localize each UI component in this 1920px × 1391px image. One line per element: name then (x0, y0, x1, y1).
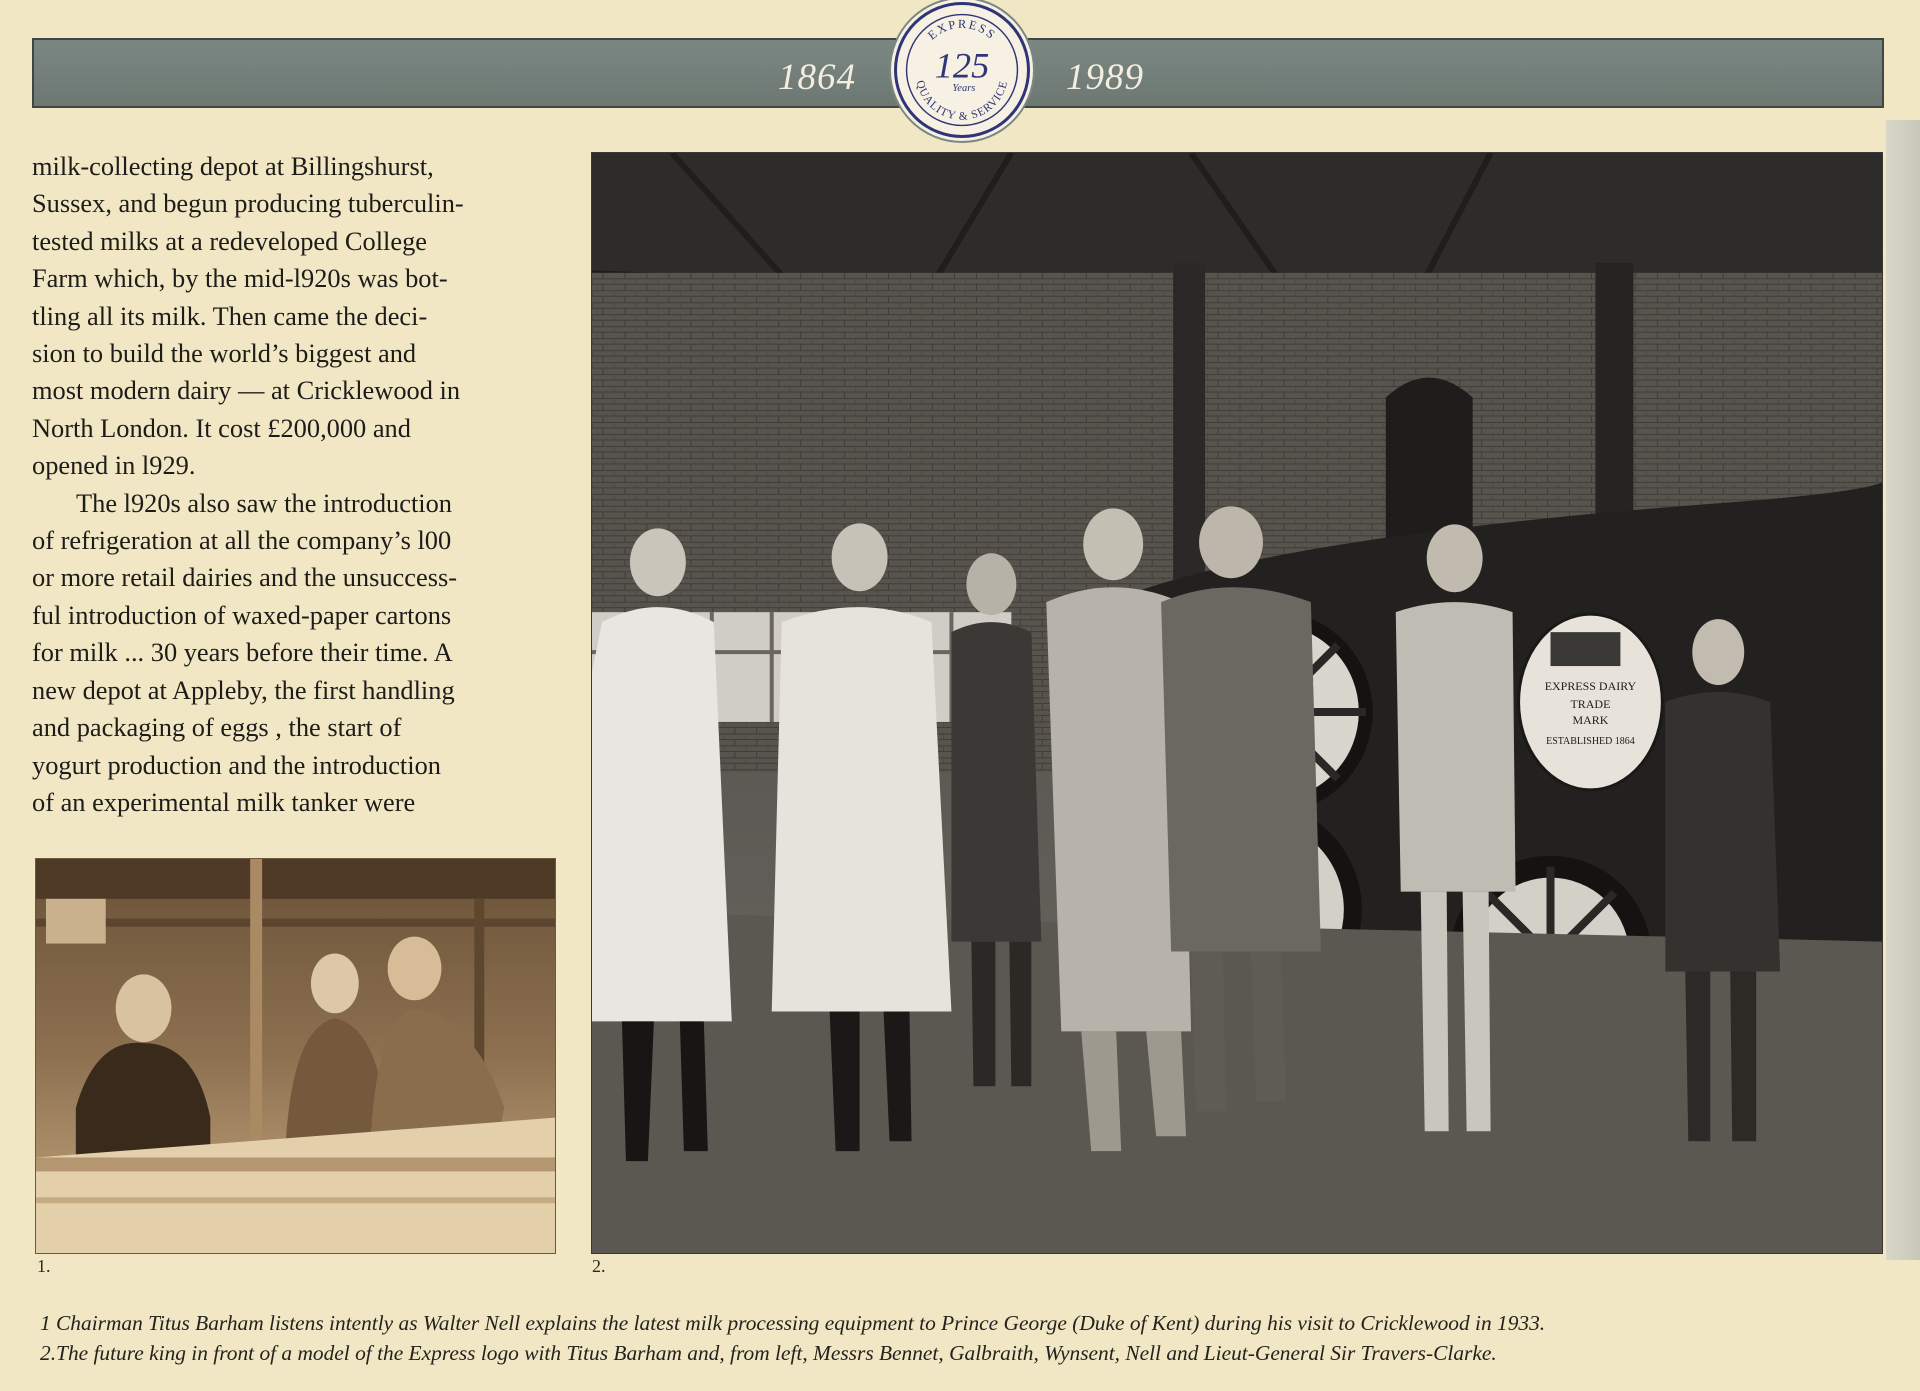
photo-captions (40, 1308, 1890, 1368)
photo-1-number: 1. (37, 1256, 51, 1276)
photo-1-image (36, 859, 555, 1253)
text-line: milk-collecting depot at Billingshurst, (32, 151, 434, 181)
logo-line-1: EXPRESS DAIRY (1544, 679, 1637, 694)
text-line: Farm which, by the mid-l920s was bot- (32, 263, 448, 294)
text-line: Sussex, and begun producing tuberculin- (32, 188, 464, 219)
photo-2-group-with-engine (591, 152, 1883, 1254)
text-line: for milk ... 30 years before their time. A (32, 637, 453, 668)
text-line: ful introduction of waxed-paper cartons (32, 599, 452, 630)
seal-top-text: EXPRESS (925, 16, 1000, 43)
year-start: 1864 (778, 57, 856, 98)
text-line: of an experimental milk tanker were (32, 786, 416, 817)
logo-line-4: ESTABLISHED 1864 (1546, 735, 1635, 747)
photo-1-factory-visit (35, 858, 556, 1254)
logo-line-3: MARK (1572, 712, 1609, 727)
text-line: sion to build the world’s biggest and (32, 338, 417, 369)
seal-number: 125 (934, 45, 990, 86)
photo-2-image (592, 153, 1882, 1253)
text-line: tested milks at a redeveloped College (32, 225, 427, 256)
photo-2-number: 2. (592, 1256, 606, 1276)
text-line: tling all its milk. Then came the deci- (32, 300, 428, 331)
seal-emblem (897, 5, 1027, 135)
text-line: new depot at Appleby, the first handling (32, 674, 455, 705)
caption-2: 2.The future king in front of a model of the Express logo with Titus Barham and, from left, Messrs Bennet, Galbraith, Wynsent, Nell and Lieut-General Sir Travers-Clarke. (40, 1341, 1497, 1365)
seal-years: Years (952, 83, 976, 95)
text-line: and packaging of eggs , the start of (32, 712, 402, 743)
article-text (32, 148, 540, 821)
facing-page-edge (1886, 120, 1920, 1260)
text-line: or more retail dairies and the unsuccess- (32, 562, 458, 593)
text-line: of refrigeration at all the company’s l00 (32, 525, 452, 556)
anniversary-seal (894, 2, 1030, 138)
text-line: yogurt production and the introduction (32, 749, 441, 780)
logo-line-2: TRADE (1570, 696, 1611, 711)
year-end: 1989 (1066, 57, 1144, 98)
text-line: The l920s also saw the introduction (76, 487, 453, 518)
text-line: most modern dairy — at Cricklewood in (32, 375, 461, 406)
caption-1: 1 Chairman Titus Barham listens intently as Walter Nell explains the latest milk processing equipment to Prince George (Duke of Kent) during his visit to Cricklewood in 1933. (40, 1311, 1546, 1335)
seal-bottom-text: QUALITY & SERVICE (913, 79, 1011, 123)
text-line: North London. It cost £200,000 and (32, 412, 411, 443)
text-line: opened in l929. (32, 450, 196, 481)
